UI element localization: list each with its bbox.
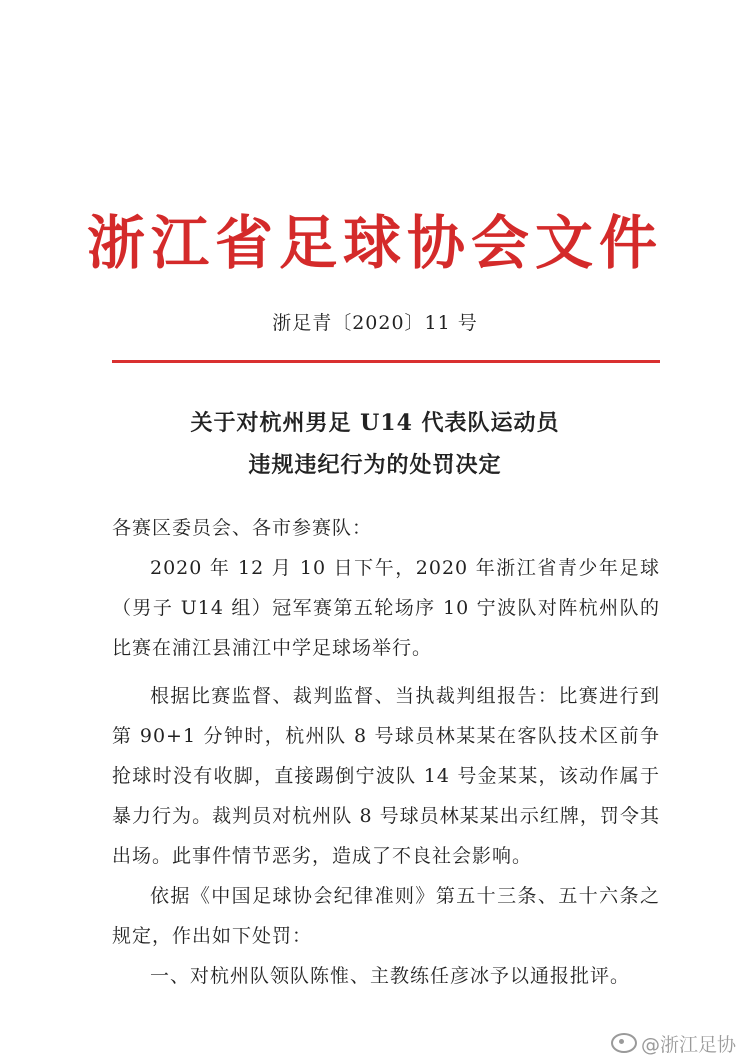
subject-line-1: 关于对杭州男足 U14 代表队运动员 [190,410,560,436]
paragraph-incident: 2020 年 12 月 10 日下午，2020 年浙江省青少年足球（男子 U14 组）冠军赛第五轮场序 10 宁波队对阵杭州队的比赛在浦江县浦江中学足球场举行。 [112,557,660,659]
document-subject [0,402,750,486]
paragraph-report: 根据比赛监督、裁判监督、当执裁判组报告：比赛进行到第 90+1 分钟时，杭州队 8 号球员林某某在客队技术区前争抢球时没有收脚，直接踢倒宁波队 14 号金某某，该动作属于暴力行为。裁判员对杭州队 8 号球员林某某出示红牌，罚令其出场。此事件情节恶劣，造成了不良社会影响。 [112,685,660,867]
watermark-text: @浙江足协 [640,1034,736,1056]
document-header-title: 浙江省足球协会文件 [86,209,663,277]
subject-line-2: 违规违纪行为的处罚决定 [248,452,502,478]
document-body [112,508,660,996]
red-divider [112,360,660,363]
paragraph-penalty-1: 一、对杭州队领队陈惟、主教练任彦冰予以通报批评。 [150,965,631,987]
weibo-icon [611,1033,637,1053]
document-number: 浙足青〔2020〕11 号 [272,312,478,334]
watermark [611,1030,736,1057]
paragraph-basis: 依据《中国足球协会纪律准则》第五十三条、五十六条之规定，作出如下处罚： [112,885,660,947]
salutation: 各赛区委员会、各市参赛队： [112,517,373,539]
